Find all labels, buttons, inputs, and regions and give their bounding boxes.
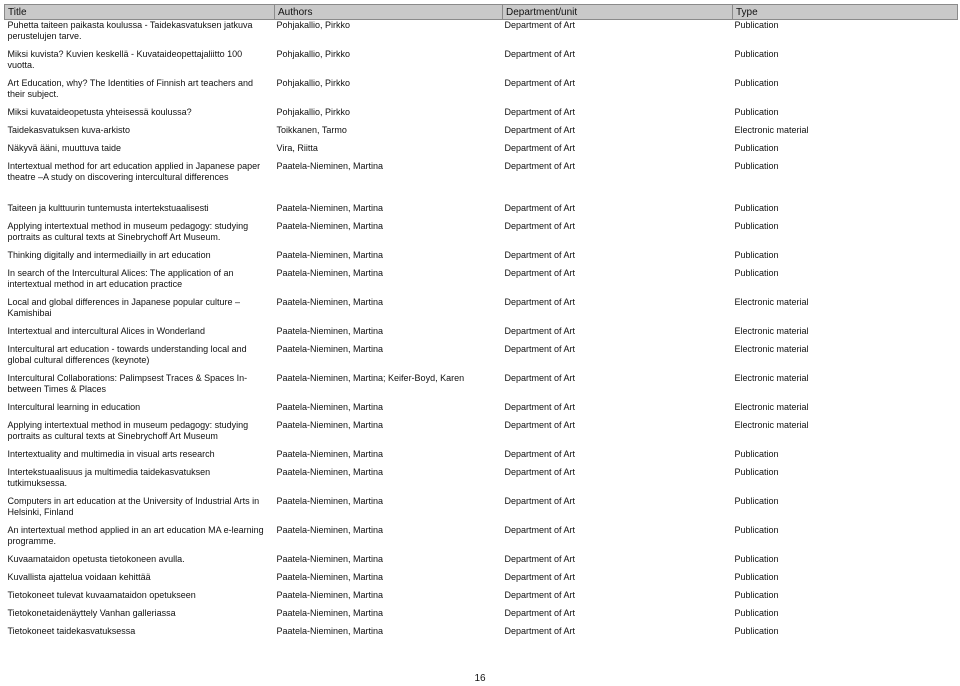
cell-title: Local and global differences in Japanese popular culture – Kamishibai (7, 296, 240, 318)
cell-department: Department of Art (504, 77, 576, 88)
table-row (5, 525, 958, 554)
cell-title: Kuvallista ajattelua voidaan kehittää (7, 571, 151, 582)
cell-department: Department of Art (504, 267, 576, 278)
cell-authors: Paatela-Nieminen, Martina (276, 343, 384, 354)
cell-department: Department of Art (504, 625, 576, 636)
cell-type: Publication (734, 466, 779, 477)
column-header-type: Type (733, 5, 958, 20)
table-row (5, 554, 958, 572)
cell-title: Intertextuality and multimedia in visual arts research (7, 448, 215, 459)
cell-authors: Paatela-Nieminen, Martina; Keifer-Boyd, Karen (276, 372, 465, 383)
cell-type: Publication (734, 607, 779, 618)
page-number: 16 (474, 673, 486, 684)
cell-title: An intertextual method applied in an art education MA e-learning programme. (7, 524, 264, 546)
cell-authors: Toikkanen, Tarmo (276, 124, 347, 135)
table-row (5, 608, 958, 626)
cell-type: Electronic material (734, 343, 809, 354)
cell-department: Department of Art (504, 343, 576, 354)
cell-type: Publication (734, 48, 779, 59)
publication-list (4, 4, 957, 644)
table-row (5, 203, 958, 221)
cell-title: Intercultural art education - towards understanding local and global cultural differences (keynote) (7, 343, 247, 365)
cell-type: Electronic material (734, 296, 809, 307)
cell-authors: Paatela-Nieminen, Martina (276, 589, 384, 600)
cell-authors: Paatela-Nieminen, Martina (276, 625, 384, 636)
cell-department: Department of Art (504, 325, 576, 336)
cell-department: Department of Art (504, 607, 576, 618)
cell-type: Publication (734, 249, 779, 260)
cell-title: Applying intertextual method in museum pedagogy: studying portraits as cultural texts at Sinebrychoff Art Museum (7, 419, 249, 441)
cell-authors: Paatela-Nieminen, Martina (276, 466, 384, 477)
cell-department: Department of Art (504, 448, 576, 459)
cell-title: Thinking digitally and intermediailly in art education (7, 249, 211, 260)
cell-authors: Paatela-Nieminen, Martina (276, 553, 384, 564)
cell-department: Department of Art (504, 249, 576, 260)
cell-authors: Paatela-Nieminen, Martina (276, 448, 384, 459)
cell-department: Department of Art (504, 124, 576, 135)
cell-department: Department of Art (504, 106, 576, 117)
cell-title: Tietokoneet taidekasvatuksessa (7, 625, 136, 636)
cell-department: Department of Art (504, 589, 576, 600)
table-row (5, 161, 958, 203)
cell-department: Department of Art (504, 160, 576, 171)
cell-type: Publication (734, 571, 779, 582)
table-row (5, 572, 958, 590)
column-header-authors: Authors (275, 5, 503, 20)
cell-title: Computers in art education at the University of Industrial Arts in Helsinki, Finland (7, 495, 260, 517)
cell-title: Intertextual and intercultural Alices in Wonderland (7, 325, 205, 336)
cell-authors: Paatela-Nieminen, Martina (276, 524, 384, 535)
cell-title: Näkyvä ääni, muuttuva taide (7, 142, 122, 153)
cell-type: Publication (734, 202, 779, 213)
cell-type: Publication (734, 625, 779, 636)
cell-title: In search of the Intercultural Alices: The application of an intertextual method in art education practice (7, 267, 234, 289)
cell-authors: Paatela-Nieminen, Martina (276, 249, 384, 260)
cell-title: Intertekstuaalisuus ja multimedia taidekasvatuksen tutkimuksessa. (7, 466, 211, 488)
cell-department: Department of Art (504, 401, 576, 412)
cell-authors: Paatela-Nieminen, Martina (276, 202, 384, 213)
cell-department: Department of Art (504, 372, 576, 383)
table-row (5, 496, 958, 525)
table-row (5, 20, 958, 49)
cell-type: Publication (734, 220, 779, 231)
table-row (5, 143, 958, 161)
cell-department: Department of Art (504, 524, 576, 535)
cell-type: Publication (734, 589, 779, 600)
cell-authors: Paatela-Nieminen, Martina (276, 267, 384, 278)
cell-type: Publication (734, 495, 779, 506)
table-row (5, 590, 958, 608)
cell-title: Intertextual method for art education applied in Japanese paper theatre –A study on discovering intercultural differences (7, 160, 261, 182)
table-row (5, 326, 958, 344)
cell-department: Department of Art (504, 220, 576, 231)
cell-title: Taiteen ja kulttuurin tuntemusta intertekstuaalisesti (7, 202, 209, 213)
cell-type: Publication (734, 160, 779, 171)
cell-title: Kuvaamataidon opetusta tietokoneen avulla. (7, 553, 185, 564)
cell-title: Applying intertextual method in museum pedagogy: studying portraits as cultural texts at Sinebrychoff Art Museum. (7, 220, 249, 242)
cell-type: Electronic material (734, 372, 809, 383)
cell-authors: Paatela-Nieminen, Martina (276, 571, 384, 582)
table-row (5, 420, 958, 449)
cell-authors: Paatela-Nieminen, Martina (276, 401, 384, 412)
cell-authors: Paatela-Nieminen, Martina (276, 325, 384, 336)
cell-title: Art Education, why? The Identities of Finnish art teachers and their subject. (7, 77, 253, 99)
publication-table (4, 4, 958, 644)
cell-type: Publication (734, 267, 779, 278)
cell-authors: Paatela-Nieminen, Martina (276, 296, 384, 307)
cell-department: Department of Art (504, 48, 576, 59)
cell-department: Department of Art (504, 553, 576, 564)
cell-type: Publication (734, 524, 779, 535)
cell-title: Miksi kuvataideopetusta yhteisessä koulussa? (7, 106, 192, 117)
cell-authors: Paatela-Nieminen, Martina (276, 220, 384, 231)
cell-title: Intercultural learning in education (7, 401, 141, 412)
table-header-row (5, 5, 958, 20)
cell-department: Department of Art (504, 142, 576, 153)
table-row (5, 467, 958, 496)
table-row (5, 221, 958, 250)
cell-title: Miksi kuvista? Kuvien keskellä - Kuvataideopettajaliitto 100 vuotta. (7, 48, 243, 70)
table-row (5, 449, 958, 467)
cell-type: Publication (734, 142, 779, 153)
cell-type: Electronic material (734, 401, 809, 412)
table-row (5, 250, 958, 268)
cell-title: Puhetta taiteen paikasta koulussa - Taidekasvatuksen jatkuva perustelujen tarve. (7, 20, 253, 41)
table-row (5, 107, 958, 125)
table-row (5, 125, 958, 143)
table-row (5, 268, 958, 297)
cell-department: Department of Art (504, 466, 576, 477)
cell-authors: Paatela-Nieminen, Martina (276, 419, 384, 430)
cell-type: Publication (734, 77, 779, 88)
table-row (5, 49, 958, 78)
cell-authors: Pohjakallio, Pirkko (276, 106, 351, 117)
cell-authors: Paatela-Nieminen, Martina (276, 160, 384, 171)
cell-type: Publication (734, 553, 779, 564)
cell-department: Department of Art (504, 296, 576, 307)
cell-title: Taidekasvatuksen kuva-arkisto (7, 124, 131, 135)
cell-type: Electronic material (734, 419, 809, 430)
cell-type: Publication (734, 448, 779, 459)
cell-title: Tietokonetaidenäyttely Vanhan galleriassa (7, 607, 176, 618)
table-row (5, 373, 958, 402)
cell-authors: Pohjakallio, Pirkko (276, 48, 351, 59)
cell-authors: Pohjakallio, Pirkko (276, 20, 351, 30)
cell-type: Electronic material (734, 325, 809, 336)
cell-department: Department of Art (504, 419, 576, 430)
cell-department: Department of Art (504, 495, 576, 506)
column-header-title: Title (5, 5, 275, 20)
cell-type: Publication (734, 20, 779, 30)
cell-department: Department of Art (504, 571, 576, 582)
table-row (5, 402, 958, 420)
cell-type: Electronic material (734, 124, 809, 135)
cell-authors: Paatela-Nieminen, Martina (276, 495, 384, 506)
cell-title: Intercultural Collaborations: Palimpsest Traces & Spaces In-between Times & Places (7, 372, 248, 394)
cell-authors: Pohjakallio, Pirkko (276, 77, 351, 88)
cell-authors: Paatela-Nieminen, Martina (276, 607, 384, 618)
column-header-department: Department/unit (503, 5, 733, 20)
table-row (5, 297, 958, 326)
table-row (5, 78, 958, 107)
cell-authors: Vira, Riitta (276, 142, 318, 153)
table-row (5, 344, 958, 373)
cell-type: Publication (734, 106, 779, 117)
table-row (5, 626, 958, 644)
cell-department: Department of Art (504, 202, 576, 213)
cell-department: Department of Art (504, 20, 576, 30)
cell-title: Tietokoneet tulevat kuvaamataidon opetukseen (7, 589, 196, 600)
